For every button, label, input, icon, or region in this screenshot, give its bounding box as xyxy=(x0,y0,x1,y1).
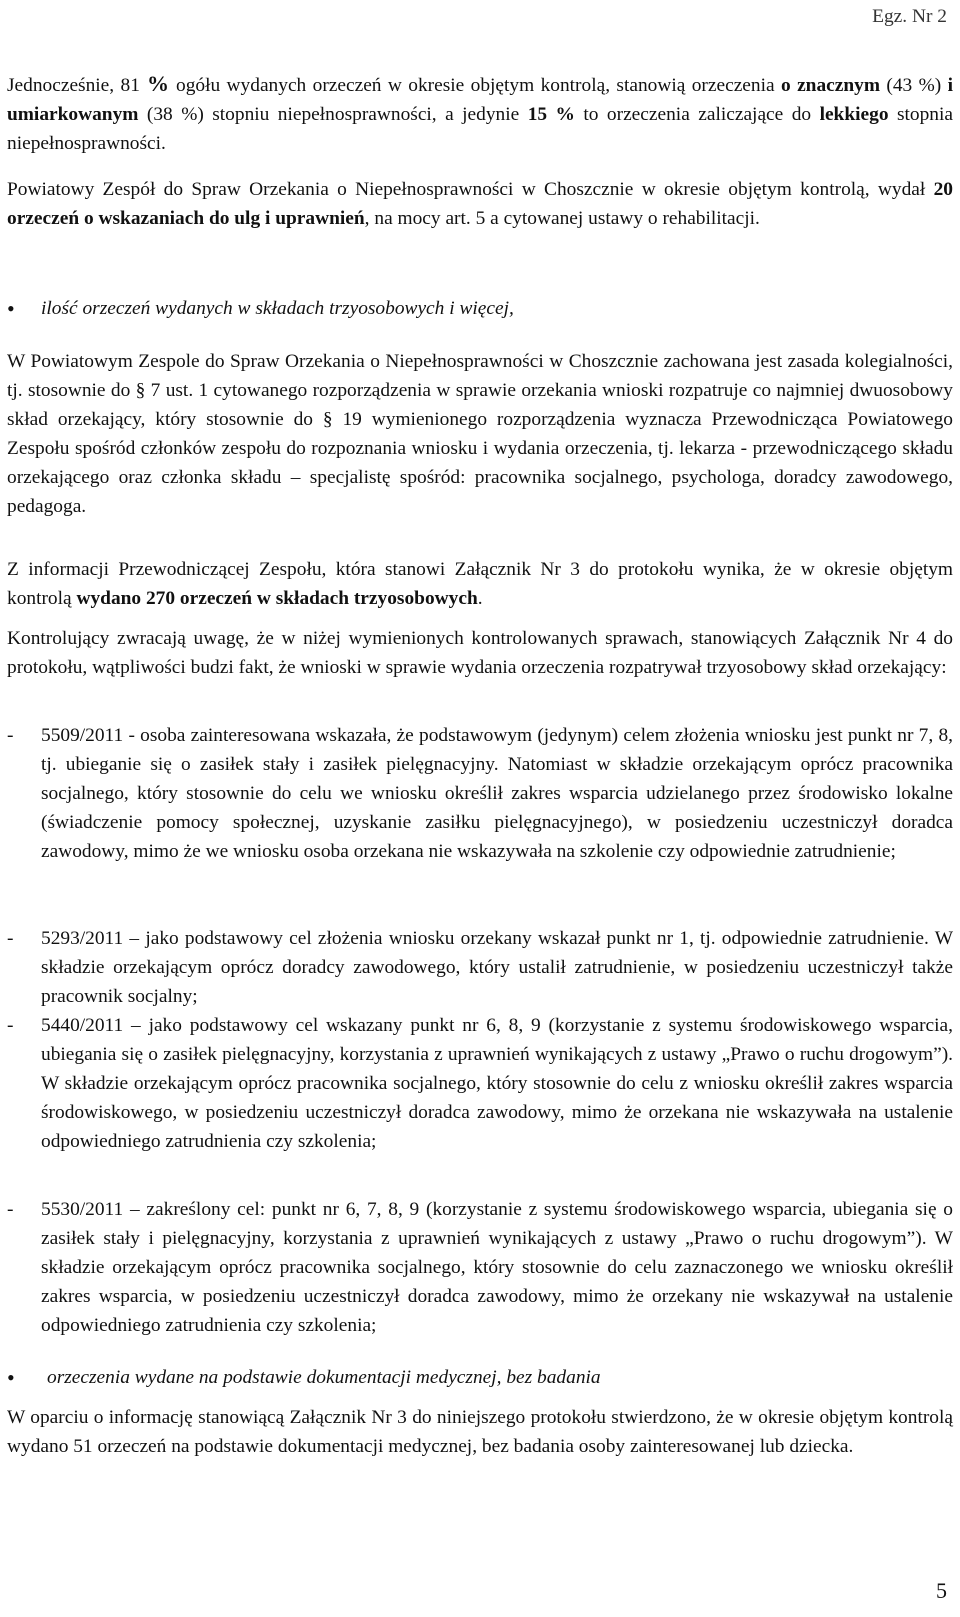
dash-marker: - xyxy=(7,725,14,746)
page-number: 5 xyxy=(936,1578,947,1603)
paragraph-dokumentacja-medyczna: W oparciu o informację stanowiącą Załącznik Nr 3 do niniejszego protokołu stwierdzono, że w okresie objętym kontrolą wydano 51 orzeczeń na podstawie dokumentacji medycznej, bez badania osoby zainteresowanej lub dziecka. xyxy=(7,1407,953,1457)
bullet-label: ilość orzeczeń wydanych w składach trzyosobowych i więcej, xyxy=(41,298,514,319)
paragraph-ulgi-orzeczenia: Powiatowy Zespół do Spraw Orzekania o Niepełnosprawności w Choszcznie w okresie objętym kontrolą, wydał 20 orzeczeń o wskazaniach do ulg i uprawnień, na mocy art. 5 a cytowanej ustawy o rehabilitacji. xyxy=(7,179,953,229)
bullet-label: orzeczenia wydane na podstawie dokumentacji medycznej, bez badania xyxy=(47,1367,601,1388)
document-page xyxy=(7,0,953,1617)
case-text: 5509/2011 - osoba zainteresowana wskazała, że podstawowym (jedynym) celem złożenia wniosku jest punkt nr 7, 8, tj. ubieganie się o zasiłek stały i zasiłek pielęgnacyjny. Natomiast w składzie orzekającym oprócz pracownika socjalnego, który stosownie do celu we wniosku określił zakres wsparcia udzielanego przez środowisko lokalne (świadczenie pomocy społecznej, uzyskanie zasiłku pielęgnacyjnego), w posiedzeniu uczestniczył doradca zawodowy, mimo że we wniosku osoba orzekana nie wskazywała na szkolenie czy odpowiednie zatrudnienie; xyxy=(41,725,953,862)
dash-marker: - xyxy=(7,1015,14,1036)
bullet-icon: • xyxy=(7,296,15,321)
dash-marker: - xyxy=(7,1199,14,1220)
case-text: 5530/2011 – zakreślony cel: punkt nr 6, 7, 8, 9 (korzystanie z systemu środowiskowego wsparcia, ubiegania się o zasiłek stały i pielęgnacyjny, korzystania z uprawnień wynikających z ustawy „Prawo o ruchu drogowym”). W składzie orzekającym oprócz pracownika socjalnego, który stosownie do celu zaznaczonego we wniosku określił zakres wsparcia, w posiedzeniu uczestniczył doradca zawodowy, mimo że orzekany nie wskazywał na ustalenie odpowiedniego zatrudnienia czy szkolenia; xyxy=(41,1199,953,1336)
bullet-icon: • xyxy=(7,1365,15,1390)
case-text: 5440/2011 – jako podstawowy cel wskazany punkt nr 6, 8, 9 (korzystanie z systemu środowiskowego wsparcia, ubiegania się o zasiłek pielęgnacyjny, korzystania z uprawnień wynikających z ustawy „Prawo o ruchu drogowym”). W składzie orzekającym oprócz pracownika socjalnego, który stosownie do celu z wniosku określił zakres wsparcia środowiskowego, w posiedzeniu uczestniczył doradca zawodowy, mimo że orzekana nie wskazywała na ustalenie odpowiedniego zatrudnienia czy szkolenia; xyxy=(41,1015,953,1152)
paragraph-kolegialnosc: W Powiatowym Zespole do Spraw Orzekania o Niepełnosprawności w Choszcznie zachowana jest zasada kolegialności, tj. stosownie do § 7 ust. 1 cytowanego rozporządzenia w sprawie orzekania wnioski rozpatruje co najmniej dwuosobowy skład orzekający, który stosownie do § 19 wymienionego rozporządzenia wyznacza Przewodnicząca Powiatowego Zespołu spośród członków zespołu do rozpoznania wniosku i wydania orzeczenia, tj. lekarza - przewodniczącego składu orzekającego oraz członka składu – specjalistę spośród: pracownika socjalnego, psychologa, doradcy zawodowego, pedagoga. xyxy=(7,351,953,517)
paragraph-disability-stats: Jednocześnie, 81 % ogółu wydanych orzeczeń w okresie objętym kontrolą, stanowią orzeczenia o znacznym (43 %) i umiarkowanym (38 %) stopniu niepełnosprawności, a jedynie 15 % to orzeczenia zaliczające do lekkiego stopnia niepełnosprawności. xyxy=(7,71,954,154)
case-text: 5293/2011 – jako podstawowy cel złożenia wniosku orzekany wskazał punkt nr 1, tj. odpowiednie zatrudnienie. W składzie orzekającym oprócz doradcy zawodowego, który ustalił zatrudnienie, w posiedzeniu uczestniczył także pracownik socjalny; xyxy=(41,928,953,1007)
dash-marker: - xyxy=(7,928,14,949)
copy-number-label: Egz. Nr 2 xyxy=(872,6,947,27)
paragraph-informacja-przewodniczacej: Z informacji Przewodniczącej Zespołu, która stanowi Załącznik Nr 3 do protokołu wynika, że w okresie objętym kontrolą wydano 270 orzeczeń w składach trzyosobowych. xyxy=(7,559,953,609)
paragraph-watpliwosci: Kontrolujący zwracają uwagę, że w niżej wymienionych kontrolowanych sprawach, stanowiących Załącznik Nr 4 do protokołu, wątpliwości budzi fakt, że wnioski w sprawie wydania orzeczenia rozpatrywał trzyosobowy skład orzekający: xyxy=(7,628,953,678)
